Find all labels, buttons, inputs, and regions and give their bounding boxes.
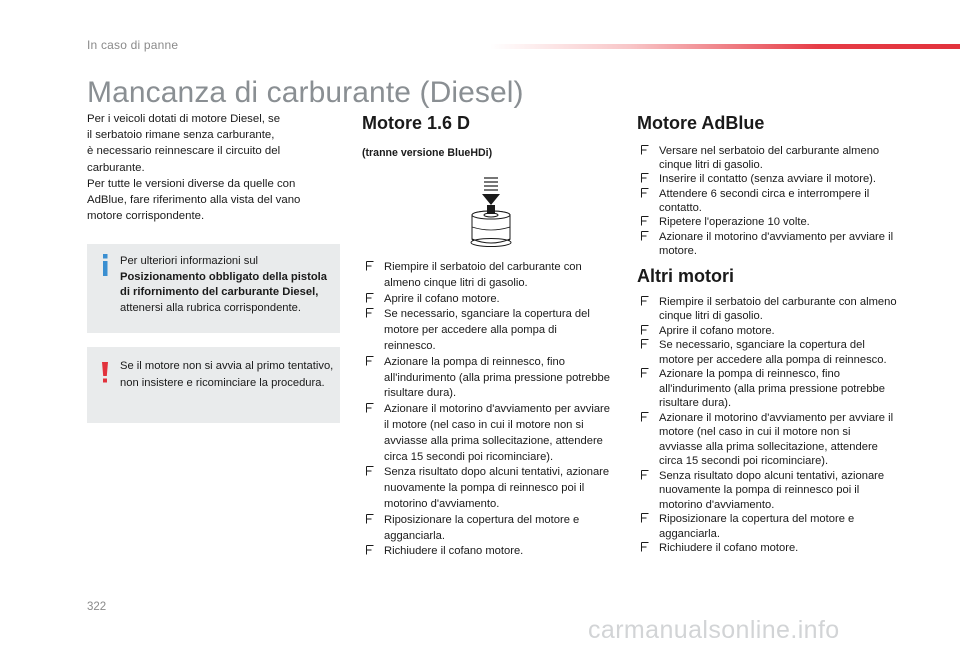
checkbox-icon — [641, 216, 649, 226]
exclamation-icon — [99, 362, 111, 384]
checkbox-icon — [366, 466, 374, 476]
step-text: Azionare il motorino d'avviamento per avviare il motore (nel caso in cui il motore non si avviasse alla prima sollecitazione, attendere circa 15 secondi poi ricominciare). — [659, 411, 894, 468]
step-text: Riempire il serbatoio del carburante con almeno cinque litri di gasolio. — [384, 261, 582, 289]
checkbox-icon — [641, 513, 649, 523]
list-item — [637, 172, 897, 186]
list-item — [637, 295, 897, 324]
list-item — [637, 187, 897, 215]
engine-others-title: Altri motori — [637, 265, 734, 286]
step-text: Aprire il cofano motore. — [659, 324, 775, 337]
checkbox-icon — [641, 231, 649, 241]
checkbox-icon — [641, 325, 649, 335]
intro-line: Per tutte le versioni diverse da quelle con — [87, 177, 296, 190]
watermark: carmanualsonline.info — [588, 616, 840, 644]
checkbox-icon — [366, 403, 374, 413]
step-text: Azionare la pompa di reinnesco, fino all'indurimento (alla prima pressione potrebbe risultare dura). — [384, 355, 611, 400]
info-icon — [99, 254, 111, 276]
list-item — [637, 469, 897, 513]
step-text: Azionare il motorino d'avviamento per avviare il motore (nel caso in cui il motore non si avviasse alla prima sollecitazione, attendere circa 15 secondi poi ricominciare). — [384, 403, 610, 463]
checkbox-icon — [641, 173, 649, 183]
checkbox-icon — [366, 545, 374, 555]
step-text: Riempire il serbatoio del carburante con almeno cinque litri di gasolio. — [659, 295, 897, 323]
intro-column — [87, 111, 339, 224]
step-text: Richiudere il cofano motore. — [659, 542, 799, 555]
list-item — [362, 513, 610, 545]
list-item — [637, 367, 897, 411]
step-text: Se necessario, sganciare la copertura del motore per accedere alla pompa di reinnesco. — [384, 308, 590, 352]
engine-16d-title: Motore 1.6 D — [362, 113, 471, 133]
step-text: Azionare la pompa di reinnesco, fino all'indurimento (alla prima pressione potrebbe risultare dura). — [659, 368, 886, 410]
intro-line: è necessario reinnescare il circuito del — [87, 145, 281, 158]
warning-note-text: Se il motore non si avvia al primo tentativo, non insistere e ricominciare la procedura. — [120, 360, 334, 390]
engine-16d-subtitle: (tranne versione BlueHDi) — [362, 147, 493, 159]
engine-16d-steps — [362, 260, 610, 560]
section-label: In caso di panne — [87, 38, 179, 52]
intro-line: motore corrispondente. — [87, 210, 205, 223]
checkbox-icon — [641, 339, 649, 349]
checkbox-icon — [641, 368, 649, 378]
checkbox-icon — [641, 188, 649, 198]
checkbox-icon — [366, 514, 374, 524]
engine-16d-section — [362, 113, 608, 159]
intro-line: carburante. — [87, 161, 145, 174]
list-item — [362, 544, 610, 560]
step-text: Aprire il cofano motore. — [384, 292, 500, 305]
list-item — [362, 307, 610, 354]
checkbox-icon — [641, 542, 649, 552]
info-note-text — [120, 254, 334, 316]
page-title: Mancanza di carburante (Diesel) — [87, 76, 524, 109]
step-text: Riposizionare la copertura del motore e agganciarla. — [659, 513, 855, 540]
engine-adblue-title: Motore AdBlue — [637, 113, 765, 133]
checkbox-icon — [366, 308, 374, 318]
engine-adblue-steps — [637, 144, 897, 258]
intro-text — [87, 111, 339, 224]
step-text: Ripetere l'operazione 10 volte. — [659, 216, 810, 229]
list-item — [637, 541, 897, 556]
intro-line: AdBlue, fare riferimento alla vista del vano — [87, 194, 301, 207]
info-note — [87, 244, 340, 333]
list-item — [637, 512, 897, 541]
checkbox-icon — [366, 293, 374, 303]
list-item — [362, 292, 610, 308]
step-text: Inserire il contatto (senza avviare il motore). — [659, 173, 876, 186]
step-text: Attendere 6 secondi circa e interrompere il contatto. — [659, 187, 870, 214]
page-number: 322 — [87, 601, 107, 613]
list-item — [637, 144, 897, 172]
fuel-priming-pump-icon — [467, 175, 515, 247]
list-item — [637, 411, 897, 469]
info-note-text-end: attenersi alla rubrica corrispondente. — [120, 301, 301, 314]
list-item — [362, 402, 610, 465]
intro-line: il serbatoio rimane senza carburante, — [87, 129, 275, 142]
step-text: Azionare il motorino d'avviamento per avviare il motore. — [659, 230, 894, 257]
step-text: Richiudere il cofano motore. — [384, 545, 524, 558]
list-item — [362, 260, 610, 292]
list-item — [637, 215, 897, 229]
checkbox-icon — [366, 356, 374, 366]
step-text: Senza risultato dopo alcuni tentativi, azionare nuovamente la pompa di reinnesco poi il motorino d'avviamento. — [384, 466, 610, 510]
warning-note — [87, 347, 340, 423]
list-item — [637, 338, 897, 367]
intro-line: Per i veicoli dotati di motore Diesel, se — [87, 113, 281, 125]
engine-adblue-section — [637, 113, 897, 556]
header-accent-bar — [490, 44, 960, 49]
info-note-text-start: Per ulteriori informazioni sul — [120, 255, 259, 267]
list-item — [362, 355, 610, 402]
info-note-bold: Posizionamento obbligato della pistola di rifornimento del carburante Diesel, — [120, 270, 327, 298]
step-text: Senza risultato dopo alcuni tentativi, azionare nuovamente la pompa di reinnesco poi il motorino d'avviamento. — [659, 469, 885, 511]
step-text: Versare nel serbatoio del carburante almeno cinque litri di gasolio. — [659, 145, 880, 172]
step-text: Riposizionare la copertura del motore e agganciarla. — [384, 513, 580, 542]
step-text: Se necessario, sganciare la copertura del motore per accedere alla pompa di reinnesco. — [659, 339, 887, 366]
checkbox-icon — [641, 412, 649, 422]
engine-others-steps — [637, 295, 897, 556]
checkbox-icon — [366, 261, 374, 271]
list-item — [637, 324, 897, 339]
list-item — [362, 465, 610, 512]
list-item — [637, 230, 897, 258]
checkbox-icon — [641, 470, 649, 480]
checkbox-icon — [641, 296, 649, 306]
checkbox-icon — [641, 145, 649, 155]
